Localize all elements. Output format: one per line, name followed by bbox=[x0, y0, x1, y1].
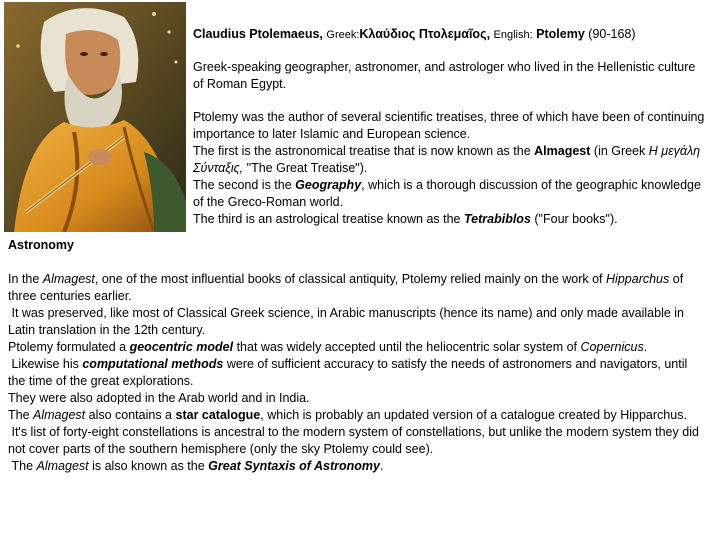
greek-label: Greek: bbox=[326, 29, 360, 41]
star-catalogue-term: star catalogue bbox=[175, 408, 261, 422]
almagest-ref: Almagest bbox=[33, 408, 86, 422]
ptolemy-portrait bbox=[4, 2, 186, 232]
astro-text: The bbox=[11, 459, 34, 473]
astro-text: Ptolemy formulated a bbox=[8, 340, 127, 354]
english-name: Ptolemy bbox=[536, 27, 585, 41]
astro-text: of three centuries earlier. bbox=[8, 272, 684, 303]
section-title-astronomy: Astronomy bbox=[8, 238, 74, 252]
latin-name: Claudius Ptolemaeus, bbox=[193, 27, 323, 41]
first-work-text: The first is the astronomical treatise that is now known as the bbox=[193, 144, 531, 158]
astro-text: is also known as the bbox=[92, 459, 205, 473]
biography-summary: Greek-speaking geographer, astronomer, and astrologer who lived in the Hellenistic culture of Roman Egypt. bbox=[193, 60, 696, 91]
english-label: English: bbox=[493, 29, 533, 41]
computational-methods-term: computational methods bbox=[82, 357, 224, 371]
astro-text: The bbox=[8, 408, 30, 422]
copernicus-ref: Copernicus bbox=[580, 340, 644, 354]
great-syntaxis-title: Great Syntaxis of Astronomy bbox=[208, 459, 380, 473]
almagest-title: Almagest bbox=[534, 144, 591, 158]
astro-text: Likewise his bbox=[11, 357, 79, 371]
second-work-description: , which is a thorough discussion of the geographic knowledge of the Greco-Roman world. bbox=[193, 178, 701, 209]
geocentric-model-term: geocentric model bbox=[129, 340, 234, 354]
astro-text: They were also adopted in the Arab world and in India. bbox=[8, 391, 310, 405]
greek-name: Κλαύδιος Πτολεμαῖος, bbox=[359, 27, 491, 41]
astro-text: were of sufficient accuracy to satisfy the needs of astronomers and navigators, until the time of the great explorations. bbox=[8, 357, 688, 388]
astronomy-paragraph bbox=[8, 271, 708, 475]
tetrabiblos-translation: ("Four books"). bbox=[534, 212, 618, 226]
astro-text: that was widely accepted until the heliocentric solar system of bbox=[236, 340, 578, 354]
second-work-text: The second is the bbox=[193, 178, 292, 192]
astro-text: In the bbox=[8, 272, 40, 286]
almagest-translation: "The Great Treatise"). bbox=[246, 161, 368, 175]
geography-title: Geography bbox=[295, 178, 362, 192]
works-paragraph bbox=[193, 109, 708, 228]
third-work-text: The third is an astrological treatise known as the bbox=[193, 212, 461, 226]
person-heading bbox=[193, 26, 636, 44]
astro-text: . bbox=[643, 340, 648, 354]
astro-text: also contains a bbox=[88, 408, 173, 422]
astro-text: It's list of forty-eight constellations is ancestral to the modern system of constellations, but unlike the modern system they did not cover parts of the southern hemisphere (only the sky Ptolemy could see). bbox=[8, 425, 699, 456]
tetrabiblos-title: Tetrabiblos bbox=[463, 212, 531, 226]
astro-text: . bbox=[379, 459, 384, 473]
almagest-greek-title: Η μεγάλη Σύνταξις, bbox=[193, 144, 701, 175]
astro-text: , one of the most influential books of classical antiquity, Ptolemy relied mainly on the work of bbox=[94, 272, 603, 286]
hipparchus-ref: Hipparchus bbox=[606, 272, 670, 286]
almagest-ref: Almagest bbox=[42, 272, 95, 286]
works-intro: Ptolemy was the author of several scientific treatises, three of which have been of continuing importance to later Islamic and European science. bbox=[193, 110, 705, 141]
astro-text: , which is probably an updated version of a catalogue created by Hipparchus. bbox=[260, 408, 687, 422]
life-dates: (90-168) bbox=[588, 27, 636, 41]
astro-text: It was preserved, like most of Classical Greek science, in Arabic manuscripts (hence its name) and only made available in Latin translation in the 12th century. bbox=[8, 306, 685, 337]
almagest-ref: Almagest bbox=[36, 459, 89, 473]
first-work-greek-intro: (in Greek bbox=[593, 144, 646, 158]
